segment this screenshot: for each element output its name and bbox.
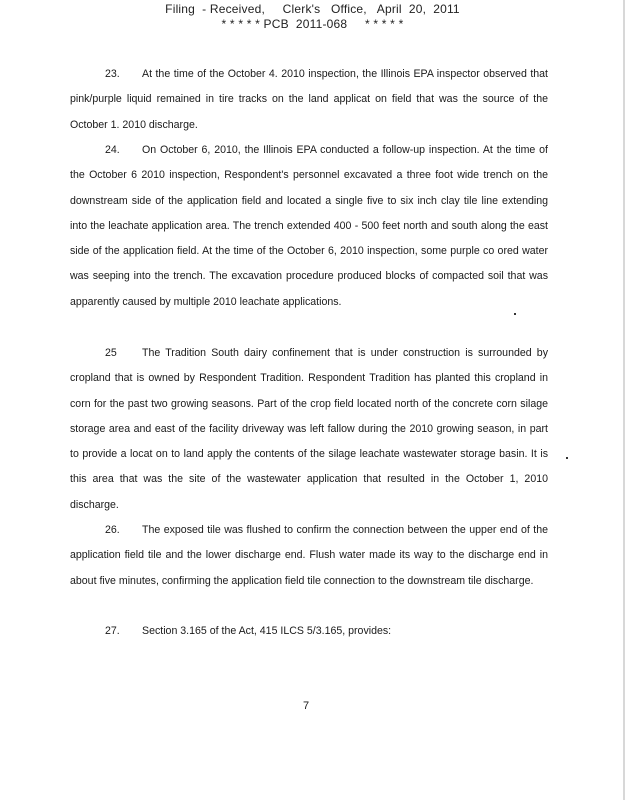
filing-stamp-line: Filing - Received, Clerk's Office, April 20, 2011 bbox=[165, 2, 460, 16]
scan-speck bbox=[514, 313, 516, 315]
page-number: 7 bbox=[302, 700, 310, 712]
paragraph-text: At the time of the October 4. 2010 inspection, the Illinois EPA inspector observed that pink/purple liquid remained in tire tracks on the land applicat on field that was the source of the October 1. 2010 discharge. bbox=[70, 68, 548, 131]
paragraph-number: 26. bbox=[105, 524, 120, 536]
paragraph-text: Section 3.165 of the Act, 415 ILCS 5/3.165, provides: bbox=[142, 625, 392, 637]
paragraph-text: On October 6, 2010, the Illinois EPA conducted a follow-up inspection. At the time of the October 6 2010 inspection, Respondent's personnel excavated a three foot wide trench on the downstream side of the application field and located a single five to six inch clay tile line extending into the leachate application area. The trench extended 400 - 500 feet north and south along the east side of the application field. At the time of the October 6, 2010 inspection, some purple co ored water was seeping into the trench. The excavation procedure produced blocks of compacted soil that was apparently caused by multiple 2010 leachate applications. bbox=[70, 144, 548, 308]
paragraph-number: 24. bbox=[105, 144, 120, 156]
paragraph-27 bbox=[70, 619, 548, 644]
paragraph-text: The exposed tile was flushed to confirm the connection between the upper end of the application field tile and the lower discharge end. Flush water made its way to the discharge end in about five minutes, confirming the application field tile connection to the downstream tile discharge. bbox=[70, 524, 548, 587]
paragraph-23 bbox=[70, 62, 548, 138]
paragraph-25 bbox=[70, 341, 548, 518]
paragraph-number: 23. bbox=[105, 68, 120, 80]
paragraph-26 bbox=[70, 518, 548, 594]
paragraph-number: 27. bbox=[105, 625, 120, 637]
paragraph-number: 25 bbox=[105, 347, 117, 359]
paragraph-24 bbox=[70, 138, 548, 315]
paragraph-text: The Tradition South dairy confinement that is under construction is surrounded by cropland that is owned by Respondent Tradition. Respondent Tradition has planted this cropland in corn for the past two growing seasons. Part of the crop field located north of the concrete corn silage storage area and east of the facility driveway was left fallow during the 2010 growing season, in part to provide a locat on to land apply the contents of the silage leachate wastewater storage basin. It is this area that was the site of the wastewater application that resulted in the October 1, 2010 discharge. bbox=[70, 347, 548, 511]
case-number-line: * * * * * PCB 2011-068 * * * * * bbox=[221, 17, 404, 31]
scan-speck bbox=[566, 457, 568, 459]
